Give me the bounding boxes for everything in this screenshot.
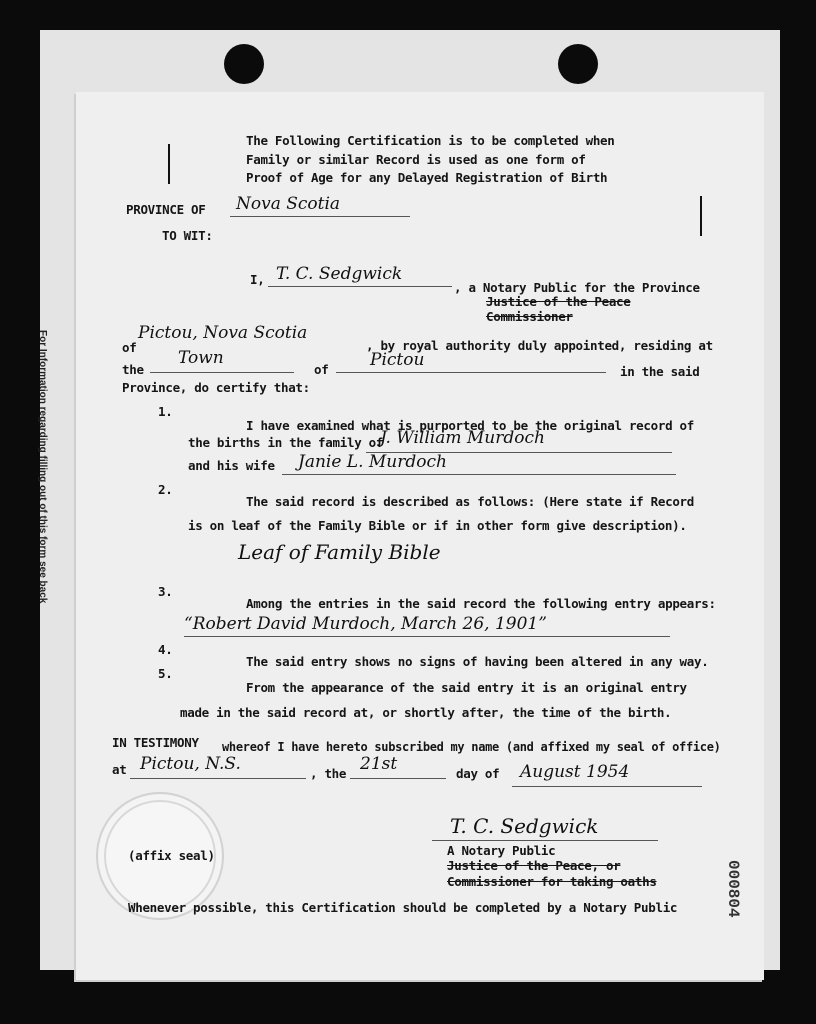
certify-text: Province, do certify that: [122,380,310,395]
testimony-label: IN TESTIMONY [112,735,199,750]
signing-place-line [130,778,306,779]
of-value: Pictou, Nova Scotia [138,323,308,343]
signing-place: Pictou, N.S. [140,754,241,774]
item-3-number: 3. [158,584,173,599]
item-3-text: Among the entries in the said record the following entry appears: [246,596,716,611]
header-line-1: The Following Certification is to be completed when [246,133,615,148]
role-alt-commissioner: Commissioner [486,309,573,324]
father-name: J. William Murdoch [380,428,545,448]
item-2-text-b: is on leaf of the Family Bible or if in other form give description). [188,518,687,533]
punch-hole-left [224,44,264,84]
item-4-number: 4. [158,642,173,657]
item-4-text: The said entry shows no signs of having been altered in any way. [246,654,709,669]
mother-name: Janie L. Murdoch [298,452,447,472]
signing-day-line [350,778,446,779]
place-type: Town [178,348,224,368]
the-date-label: , the [310,766,347,781]
item-2-number: 2. [158,482,173,497]
signature-line [432,840,658,841]
of2-label: of [314,362,329,377]
item-5-number: 5. [158,666,173,681]
in-said-text: in the said [620,364,700,379]
to-wit-label: TO WIT: [162,228,213,243]
province-line [230,216,410,217]
declarant-name-line [268,286,452,287]
header-line-2: Family or similar Record is used as one form of [246,152,586,167]
birth-entry: “Robert David Murdoch, March 26, 1901” [184,614,547,634]
role-line: , a Notary Public for the Province [454,280,700,295]
side-note: For Information regarding filling out of this form see back [37,330,48,604]
item-1-text: I have examined what is purported to be the original record of [246,418,694,433]
item-5-text-a: From the appearance of the said entry it is an original entry [246,680,687,695]
of-label: of [122,340,137,355]
footer-note: Whenever possible, this Certification should be completed by a Notary Public [128,900,678,915]
header-line-3: Proof of Age for any Delayed Registration of Birth [246,170,608,185]
signing-month-year: August 1954 [520,762,630,782]
margin-tick-right [700,196,702,236]
i-label: I, [250,272,265,287]
the-label: the [122,362,144,377]
province-label: PROVINCE OF [126,202,206,217]
affix-seal-label: (affix seal) [128,848,215,863]
margin-tick-left [168,144,170,184]
declarant-name: T. C. Sedgwick [276,264,403,284]
item-2-text-a: The said record is described as follows: (Here state if Record [246,494,694,509]
place-type-line [150,372,294,373]
record-description: Leaf of Family Bible [238,540,441,564]
wife-label: and his wife [188,458,275,473]
signature-alt-justice: Justice of the Peace, or [447,858,621,873]
family-label: the births in the family of [188,435,384,450]
place-name: Pictou [370,350,425,370]
at-label: at [112,762,127,777]
notary-signature: T. C. Sedgwick [450,814,599,838]
signature-title: A Notary Public [447,843,556,858]
day-of-label: day of [456,766,500,781]
place-name-line [336,372,606,373]
signature-alt-commissioner: Commissioner for taking oaths [447,874,657,889]
item-5-text-b: made in the said record at, or shortly after, the time of the birth. [180,705,672,720]
signing-day: 21st [360,754,398,774]
edge-code: 000804 [724,860,742,918]
signing-month-line [512,786,702,787]
province-value: Nova Scotia [236,194,341,214]
item-1-number: 1. [158,404,173,419]
testimony-text: whereof I have hereto subscribed my name (and affixed my seal of office) [222,740,721,754]
entry-line [184,636,670,637]
mother-line [282,474,676,475]
authority-text: , by royal authority duly appointed, residing at [366,338,713,353]
role-alt-justice: Justice of the Peace [486,294,631,309]
punch-hole-right [558,44,598,84]
